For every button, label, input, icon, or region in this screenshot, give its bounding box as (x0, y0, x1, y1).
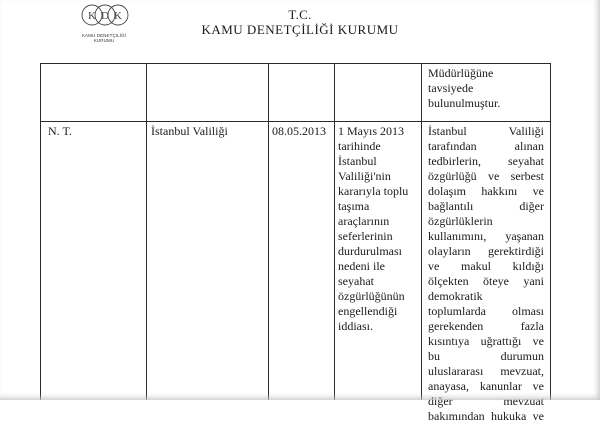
table-row-divider (40, 121, 550, 122)
cell-text-line: kısıntıya uğrattığı ve (428, 334, 544, 348)
cell-text-line: kullanımını, yaşanan (428, 229, 544, 243)
cell-text-line: seyahat (338, 274, 374, 288)
cell-text-line: özgürlüğü ve serbest (428, 169, 544, 183)
table-row-2-date: 08.05.2013 (272, 124, 326, 138)
cell-text-line: tarihinde İstanbul (338, 139, 381, 168)
table-col-border (334, 63, 335, 400)
cell-text-line: durdurulması (338, 244, 402, 258)
cell-text-line: seferlerinin (338, 229, 393, 243)
cell-text-line: bulunulmuştur. (428, 96, 501, 110)
cell-text-line: diğer mevzuat (428, 394, 544, 408)
cell-text-line: araçlarının (338, 214, 390, 228)
cell-text-line: bakımından hukuka ve (428, 409, 544, 423)
cell-text-line: taşıma (338, 199, 370, 213)
svg-text:D: D (101, 10, 109, 22)
cell-text-line: engellendiği (338, 304, 398, 318)
cell-text-line: nedeni ile (338, 259, 385, 273)
cell-text-line: özgürlüklerin (428, 214, 493, 228)
table-row-2-applicant: N. T. (48, 124, 72, 138)
cell-text-line: iddiası. (338, 319, 373, 333)
table-col-border (146, 63, 147, 400)
table-col-border (421, 63, 422, 400)
table-row-2-subject (338, 124, 420, 334)
cell-text-line: gerekenden fazla (428, 319, 544, 333)
table-row-2-institution: İstanbul Valiliği (151, 124, 228, 138)
cell-text-line: İstanbul Valiliği (428, 124, 544, 138)
cell-text-line: tedbirlerin, seyahat (428, 154, 544, 168)
cell-text-line: tavsiyede (428, 81, 474, 95)
svg-text:K: K (88, 10, 96, 22)
cell-text-line: bağlantılı diğer (428, 199, 544, 213)
cell-text-line: tarafından alınan (428, 139, 544, 153)
cell-text-line: özgürlüğünün (338, 289, 405, 303)
logo-caption-line1: KAMU DENETÇİLİĞİ (81, 33, 127, 38)
cell-text-line: 1 Mayıs 2013 (338, 124, 404, 138)
cell-text-line: kararıyla toplu (338, 184, 409, 198)
cell-text-line: Müdürlüğüne (428, 66, 494, 80)
cell-text-line: toplumlarda olması (428, 304, 544, 318)
logo-caption-line2: KURUMU (93, 38, 115, 43)
table-row-2-recommendation (428, 124, 544, 424)
table-col-border (268, 63, 269, 400)
svg-text:K: K (114, 10, 122, 22)
header-institution-title: KAMU DENETÇİLİĞİ KURUMU (201, 22, 399, 37)
cell-text-line: olayların gerektirdiği (428, 244, 544, 258)
cell-text-line: anayasa, kanunlar ve (428, 379, 544, 393)
cell-text-line: ve makul kıldığı (428, 259, 544, 273)
table-row-1-recommendation (428, 66, 544, 111)
table-col-border (40, 63, 41, 400)
cell-text-line: demokratik (428, 289, 483, 303)
header-tc: T.C. (288, 7, 312, 22)
cell-text-line: bu durumun (428, 349, 544, 363)
cell-text-line: dolaşım hakkını ve (428, 184, 544, 198)
cell-text-line: Valiliği'nin (338, 169, 391, 183)
table-top-border (40, 63, 550, 64)
table-col-border (550, 63, 551, 400)
cell-text-line: ölçekten öteye yani (428, 274, 544, 288)
cell-text-line: uluslararası mevzuat, (428, 364, 544, 378)
